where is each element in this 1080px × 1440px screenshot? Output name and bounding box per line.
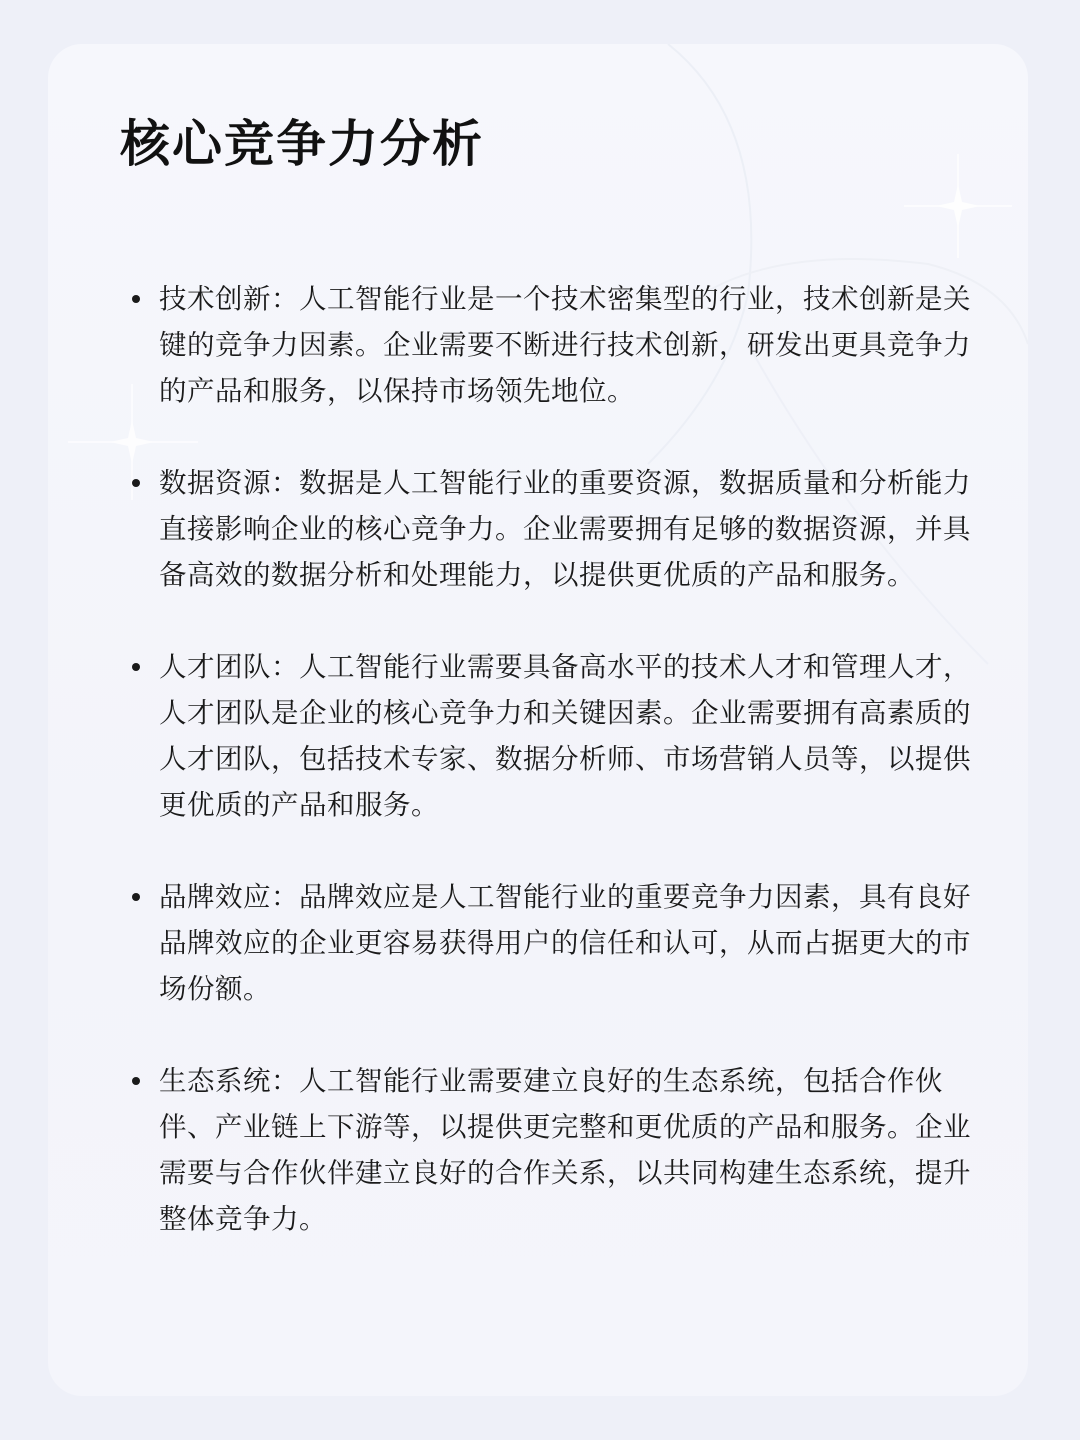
sparkle-star-icon: [904, 154, 1012, 258]
list-item-text: 品牌效应：品牌效应是人工智能行业的重要竞争力因素，具有良好品牌效应的企业更容易获得用户的信任和认可，从而占据更大的市场份额。: [159, 881, 971, 1005]
point-list: [132, 276, 972, 1288]
list-item-talent-team: [132, 644, 972, 828]
list-item-brand-effect: [132, 874, 972, 1012]
bullet-dot-icon: [132, 479, 140, 487]
bullet-dot-icon: [132, 893, 140, 901]
list-item-tech-innovation: [132, 276, 972, 414]
list-item-text: 生态系统：人工智能行业需要建立良好的生态系统，包括合作伙伴、产业链上下游等，以提供更完整和更优质的产品和服务。企业需要与合作伙伴建立良好的合作关系，以共同构建生态系统，提升整体竞争力。: [159, 1065, 971, 1235]
list-item-ecosystem: [132, 1058, 972, 1242]
list-item-data-resources: [132, 460, 972, 598]
bullet-dot-icon: [132, 663, 140, 671]
list-item-text: 数据资源：数据是人工智能行业的重要资源，数据质量和分析能力直接影响企业的核心竞争力。企业需要拥有足够的数据资源，并具备高效的数据分析和处理能力，以提供更优质的产品和服务。: [159, 467, 971, 591]
content-card: [48, 44, 1028, 1396]
list-item-text: 人才团队：人工智能行业需要具备高水平的技术人才和管理人才，人才团队是企业的核心竞争力和关键因素。企业需要拥有高素质的人才团队，包括技术专家、数据分析师、市场营销人员等，以提供更优质的产品和服务。: [159, 651, 971, 821]
bullet-dot-icon: [132, 295, 140, 303]
list-item-text: 技术创新：人工智能行业是一个技术密集型的行业，技术创新是关键的竞争力因素。企业需要不断进行技术创新，研发出更具竞争力的产品和服务，以保持市场领先地位。: [159, 283, 971, 407]
page-title: 核心竞争力分析: [120, 115, 484, 173]
bullet-dot-icon: [132, 1077, 140, 1085]
